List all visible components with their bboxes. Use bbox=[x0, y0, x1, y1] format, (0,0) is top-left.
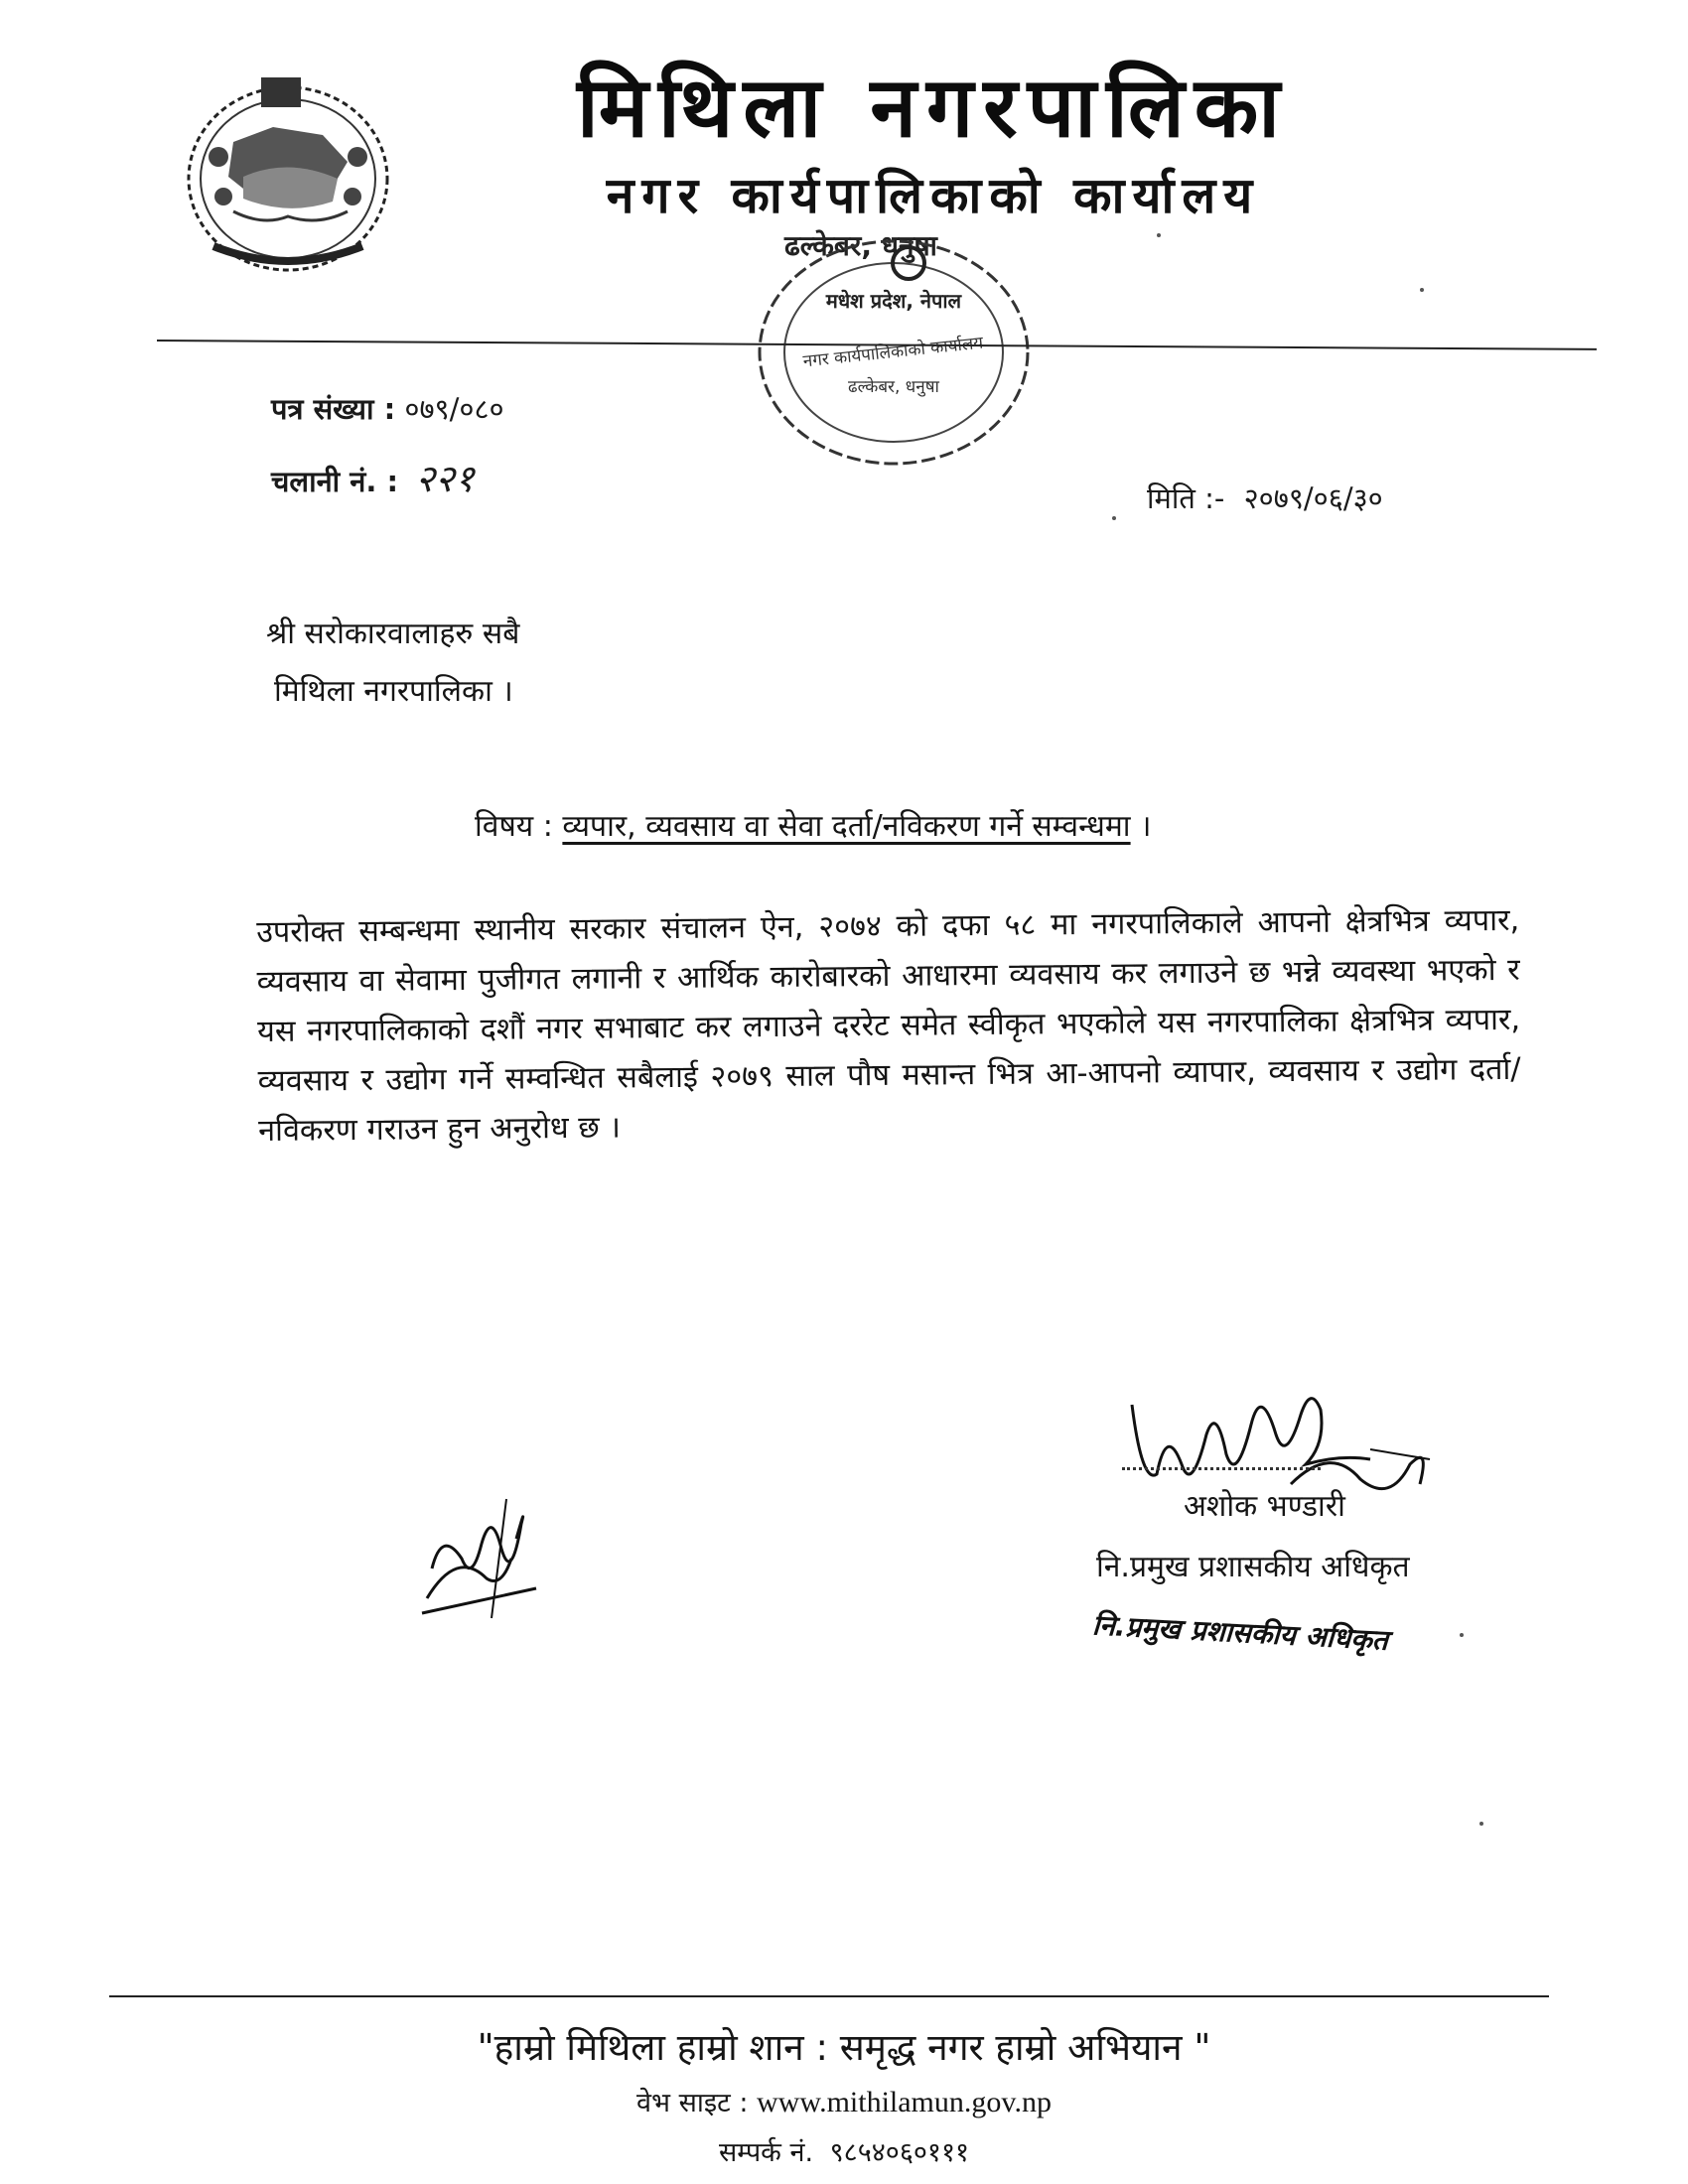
initial-signature bbox=[417, 1489, 546, 1628]
dispatch-number bbox=[271, 452, 475, 503]
letter-number-label: पत्र संख्या : bbox=[271, 392, 396, 426]
footer-divider bbox=[109, 1995, 1549, 1997]
scan-speck bbox=[1479, 1822, 1483, 1826]
coat-of-arms-emblem bbox=[174, 68, 402, 276]
signatory-stamp-title: नि.प्रमुख प्रशासकीय अधिकृत bbox=[1091, 1608, 1389, 1657]
recipient-line-2: मिथिला नगरपालिका । bbox=[274, 674, 513, 709]
date-value: २०७९/०६/३० bbox=[1243, 481, 1383, 515]
website-link[interactable]: www.mithilamun.gov.np bbox=[757, 2086, 1052, 2118]
dispatch-number-label: चलानी नं. : bbox=[271, 465, 399, 498]
footer-motto: "हाम्रो मिथिला हाम्रो शान : समृद्ध नगर हाम्रो अभियान " bbox=[477, 2026, 1211, 2069]
scan-speck bbox=[1460, 1633, 1464, 1637]
letter-number bbox=[271, 389, 504, 428]
date-label: मिति :- bbox=[1147, 481, 1225, 515]
signatory-title: नि.प्रमुख प्रशासकीय अधिकृत bbox=[1096, 1550, 1410, 1584]
contact-label: सम्पर्क नं. bbox=[718, 2137, 814, 2168]
body-paragraph: उपरोक्त सम्बन्धमा स्थानीय सरकार संचालन ऐन, २०७४ को दफा ५८ मा नगरपालिकाले आपनो क्षेत्रभित्र व्यपार, व्यवसाय वा सेवामा पुजीगत लगानी र आर्थिक कारोबारको आधारमा व्यवसाय कर लगाउने छ भन्ने व्यवस्था भएको र यस नगरपालिकाको दशौं नगर सभाबाट कर लगाउने दररेट समेत स्वीकृत भएकोले यस नगरपालिका क्षेत्रभित्र व्यपार, व्यवसाय र उद्योग गर्ने सम्वन्धित सबैलाई २०७९ साल पौष मसान्त भित्र आ-आपनो व्यापार, व्यवसाय र उद्योग दर्ता/नविकरण गराउन हुन अनुरोध छ । bbox=[256, 902, 1521, 1149]
subject-end: । bbox=[1140, 809, 1152, 844]
seal-line-3: ढल्केबर, धनुषा bbox=[848, 377, 939, 397]
office-subtitle: नगर कार्यपालिकाको कार्यालय bbox=[606, 167, 1261, 224]
subject-label: विषय : bbox=[475, 809, 553, 844]
office-address: ढल्केबर, धनुषा bbox=[784, 229, 937, 262]
municipality-title: मिथिला नगरपालिका bbox=[576, 59, 1291, 156]
signature-dotted-line bbox=[1122, 1467, 1321, 1470]
dispatch-number-value: २२१ bbox=[415, 457, 475, 500]
recipient-block bbox=[266, 606, 519, 721]
subject-line bbox=[475, 804, 1152, 845]
recipient-line-1: श्री सरोकारवालाहरु सबै bbox=[266, 616, 520, 651]
subject-text: व्यपार, व्यवसाय वा सेवा दर्ता/नविकरण गर्ने सम्वन्धमा bbox=[562, 809, 1131, 844]
footer-contact bbox=[0, 2132, 1688, 2169]
scan-speck bbox=[1157, 233, 1161, 237]
seal-line-1: मधेश प्रदेश, नेपाल bbox=[825, 289, 962, 313]
scan-speck bbox=[1112, 516, 1116, 520]
website-label: वेभ साइट : bbox=[636, 2088, 749, 2118]
letter-number-value: ०७९/०८० bbox=[404, 392, 504, 426]
footer-website bbox=[0, 2083, 1688, 2119]
office-seal-stamp bbox=[745, 223, 1043, 481]
signatory-name: अशोक भण्डारी bbox=[1184, 1489, 1345, 1524]
contact-number: ९८५४०६०१११ bbox=[829, 2137, 970, 2168]
seal-line-2: नगर कार्यपालिकाको कार्यालय bbox=[801, 333, 985, 372]
scan-speck bbox=[1420, 288, 1424, 292]
letter-date bbox=[1147, 478, 1383, 517]
